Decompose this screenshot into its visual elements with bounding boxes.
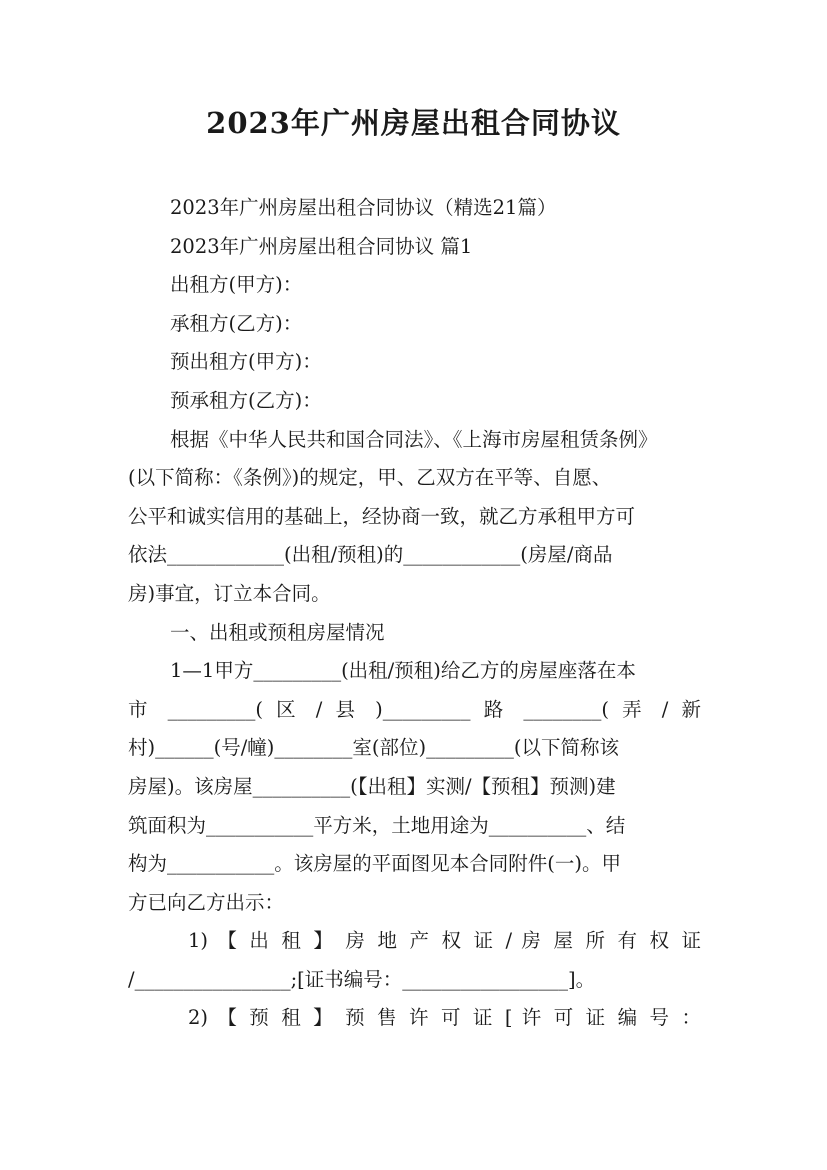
document-body <box>128 189 701 1038</box>
list-item-line: 1) 【 出 租 】 房 地 产 权 证 / 房 屋 所 有 权 证 <box>188 929 701 953</box>
list-item-line: /________________;[证书编号：_________________]。 <box>128 967 596 991</box>
section-heading: 2023年广州房屋出租合同协议 篇1 <box>170 234 473 258</box>
party-pre-lessee: 预承租方(乙方)： <box>170 388 322 412</box>
party-lessor: 出租方(甲方)： <box>170 273 303 297</box>
party-lessee: 承租方(乙方)： <box>170 311 303 335</box>
paragraph-line: 根据《中华人民共和国合同法》、《上海市房屋租赁条例》 <box>170 427 658 451</box>
clause-line: 1—1甲方_________(出租/预租)给乙方的房屋座落在本 <box>170 659 636 683</box>
paragraph-line: 依法____________(出租/预租)的____________(房屋/商品 <box>128 543 613 567</box>
document-title: 2023年广州房屋出租合同协议 <box>206 106 621 140</box>
paragraph-line: 房)事宜，订立本合同。 <box>128 581 331 605</box>
paragraph-line: (以下简称：《条例》)的规定，甲、乙双方在平等、自愿、 <box>128 466 612 490</box>
clause-heading: 一、出租或预租房屋情况 <box>170 620 385 644</box>
clause-line: 构为___________。该房屋的平面图见本合同附件(一)。甲 <box>128 852 621 876</box>
party-pre-lessor: 预出租方(甲方)： <box>170 350 322 374</box>
clause-line: 筑面积为___________平方米，土地用途为__________、结 <box>128 813 626 837</box>
clause-line: 村)______(号/幢)________室(部位)_________(以下简称该 <box>128 736 619 760</box>
subtitle-line: 2023年广州房屋出租合同协议（精选21篇） <box>170 196 557 219</box>
paragraph-line: 公平和诚实信用的基础上，经协商一致，就乙方承租甲方可 <box>128 504 636 528</box>
clause-line: 方已向乙方出示： <box>128 890 285 914</box>
clause-line: 房屋)。该房屋__________(【出租】实测/【预租】预测)建 <box>128 774 616 798</box>
list-item-line: 2) 【 预 租 】 预 售 许 可 证 [ 许 可 证 编 号 ： <box>188 1006 701 1030</box>
clause-line: 市 _________( 区 / 县 )_________ 路 ________( 弄 / 新 <box>128 697 701 721</box>
